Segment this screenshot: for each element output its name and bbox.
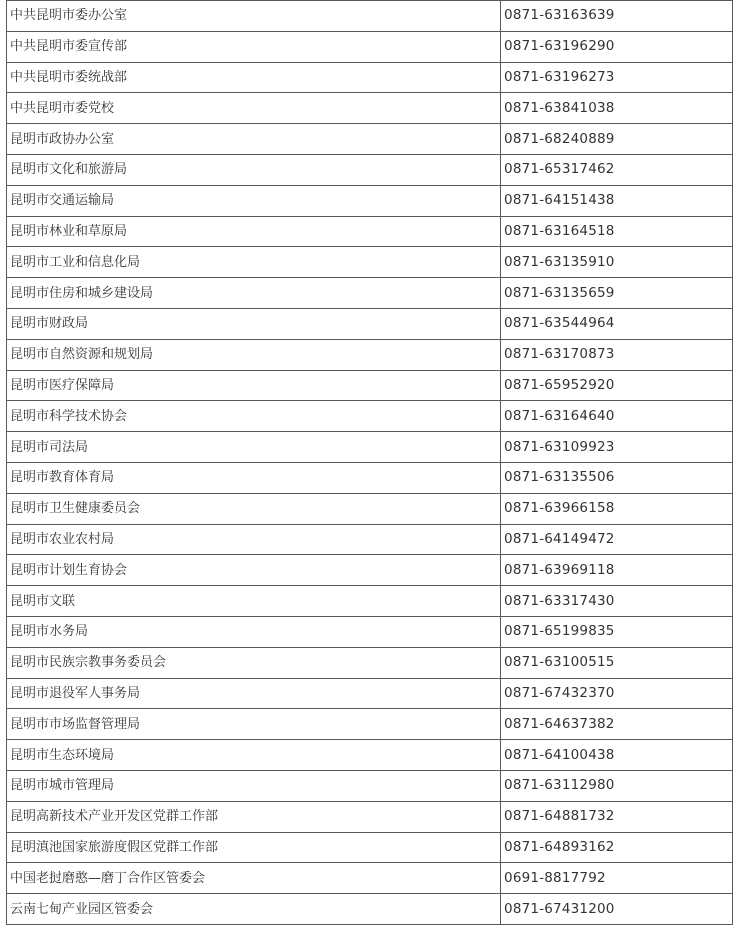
table-row	[7, 616, 733, 647]
organization-name-cell: 昆明滇池国家旅游度假区党群工作部	[7, 832, 501, 863]
phone-number-cell: 0871-63170873	[501, 339, 733, 370]
table-row	[7, 586, 733, 617]
phone-number-cell: 0871-63966158	[501, 493, 733, 524]
organization-name-cell: 昆明市医疗保障局	[7, 370, 501, 401]
table-row	[7, 555, 733, 586]
table-row	[7, 247, 733, 278]
organization-name-cell: 昆明市生态环境局	[7, 740, 501, 771]
organization-name-cell: 昆明市市场监督管理局	[7, 709, 501, 740]
organization-name-cell: 昆明市退役军人事务局	[7, 678, 501, 709]
organization-name-cell: 昆明市政协办公室	[7, 124, 501, 155]
phone-number-cell: 0871-63112980	[501, 770, 733, 801]
table-body	[7, 1, 733, 925]
table-row	[7, 124, 733, 155]
organization-name-cell: 昆明市水务局	[7, 616, 501, 647]
phone-number-cell: 0691-8817792	[501, 863, 733, 894]
table-row	[7, 493, 733, 524]
table-row	[7, 678, 733, 709]
organization-name-cell: 昆明市住房和城乡建设局	[7, 278, 501, 309]
phone-number-cell: 0871-63163639	[501, 1, 733, 32]
phone-number-cell: 0871-67431200	[501, 894, 733, 925]
phone-number-cell: 0871-63135910	[501, 247, 733, 278]
phone-number-cell: 0871-64151438	[501, 185, 733, 216]
organization-name-cell: 昆明市司法局	[7, 432, 501, 463]
table-row	[7, 1, 733, 32]
table-row	[7, 278, 733, 309]
organization-name-cell: 中共昆明市委宣传部	[7, 31, 501, 62]
table-row	[7, 339, 733, 370]
table-row	[7, 185, 733, 216]
table-row	[7, 770, 733, 801]
table-row	[7, 647, 733, 678]
phone-number-cell: 0871-64881732	[501, 801, 733, 832]
organization-name-cell: 昆明市民族宗教事务委员会	[7, 647, 501, 678]
table-row	[7, 894, 733, 925]
table-row	[7, 740, 733, 771]
phone-number-cell: 0871-63544964	[501, 308, 733, 339]
table-row	[7, 31, 733, 62]
phone-number-cell: 0871-63164518	[501, 216, 733, 247]
organization-name-cell: 昆明市财政局	[7, 308, 501, 339]
organization-name-cell: 昆明市计划生育协会	[7, 555, 501, 586]
phone-number-cell: 0871-65317462	[501, 154, 733, 185]
organization-name-cell: 昆明市交通运输局	[7, 185, 501, 216]
phone-number-cell: 0871-68240889	[501, 124, 733, 155]
table-row	[7, 863, 733, 894]
organization-name-cell: 昆明市工业和信息化局	[7, 247, 501, 278]
phone-number-cell: 0871-67432370	[501, 678, 733, 709]
table-row	[7, 832, 733, 863]
phone-number-cell: 0871-64637382	[501, 709, 733, 740]
phone-number-cell: 0871-63100515	[501, 647, 733, 678]
organization-name-cell: 中共昆明市委办公室	[7, 1, 501, 32]
organization-name-cell: 中国老挝磨憨—磨丁合作区管委会	[7, 863, 501, 894]
organization-name-cell: 云南七甸产业园区管委会	[7, 894, 501, 925]
phone-number-cell: 0871-65952920	[501, 370, 733, 401]
organization-name-cell: 昆明市农业农村局	[7, 524, 501, 555]
organization-name-cell: 昆明市城市管理局	[7, 770, 501, 801]
table-row	[7, 462, 733, 493]
phone-number-cell: 0871-64893162	[501, 832, 733, 863]
organization-name-cell: 昆明高新技术产业开发区党群工作部	[7, 801, 501, 832]
organization-name-cell: 昆明市林业和草原局	[7, 216, 501, 247]
table-row	[7, 524, 733, 555]
organization-name-cell: 昆明市卫生健康委员会	[7, 493, 501, 524]
phone-number-cell: 0871-63164640	[501, 401, 733, 432]
table-row	[7, 401, 733, 432]
table-row	[7, 154, 733, 185]
contact-directory-table	[6, 0, 733, 925]
phone-number-cell: 0871-63135506	[501, 462, 733, 493]
organization-name-cell: 中共昆明市委党校	[7, 93, 501, 124]
table-row	[7, 801, 733, 832]
phone-number-cell: 0871-63196273	[501, 62, 733, 93]
table-row	[7, 93, 733, 124]
phone-number-cell: 0871-63196290	[501, 31, 733, 62]
table-row	[7, 216, 733, 247]
table-row	[7, 62, 733, 93]
phone-number-cell: 0871-63841038	[501, 93, 733, 124]
phone-number-cell: 0871-64100438	[501, 740, 733, 771]
organization-name-cell: 昆明市自然资源和规划局	[7, 339, 501, 370]
phone-number-cell: 0871-63969118	[501, 555, 733, 586]
phone-number-cell: 0871-64149472	[501, 524, 733, 555]
phone-number-cell: 0871-63109923	[501, 432, 733, 463]
organization-name-cell: 昆明市文化和旅游局	[7, 154, 501, 185]
table-row	[7, 308, 733, 339]
table-row	[7, 370, 733, 401]
organization-name-cell: 中共昆明市委统战部	[7, 62, 501, 93]
table-row	[7, 709, 733, 740]
phone-number-cell: 0871-63135659	[501, 278, 733, 309]
table-row	[7, 432, 733, 463]
organization-name-cell: 昆明市文联	[7, 586, 501, 617]
phone-number-cell: 0871-65199835	[501, 616, 733, 647]
organization-name-cell: 昆明市科学技术协会	[7, 401, 501, 432]
phone-number-cell: 0871-63317430	[501, 586, 733, 617]
organization-name-cell: 昆明市教育体育局	[7, 462, 501, 493]
